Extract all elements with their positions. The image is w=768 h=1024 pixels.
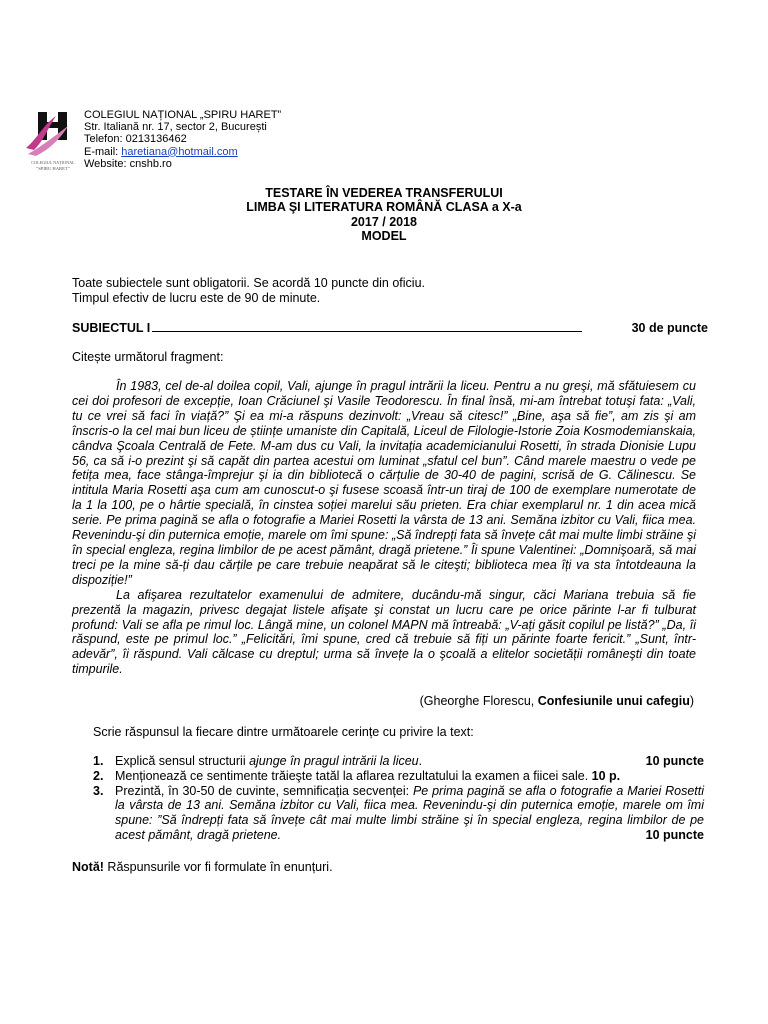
svg-text:COLEGIUL NAȚIONAL: COLEGIUL NAȚIONAL [31, 160, 75, 165]
note [72, 860, 333, 875]
subject-label: SUBIECTUL I [72, 321, 151, 335]
title-line-4: MODEL [361, 229, 407, 244]
task-2 [93, 769, 704, 784]
task-number: 2. [93, 768, 104, 783]
task-list [93, 754, 704, 843]
school-logo [22, 110, 84, 172]
task-text: Menționează ce sentimente trăieşte tatăl la aflarea rezultatului la examen a fiicei sale. [115, 768, 589, 783]
task-number: 3. [93, 783, 104, 798]
task-number: 1. [93, 754, 104, 768]
instruction-line-2: Timpul efectiv de lucru este de 90 de minute. [72, 290, 321, 305]
task-text-end: . [418, 754, 423, 768]
school-website: Website: cnshb.ro [84, 157, 172, 170]
task-quote: Pe prima pagină se afla o fotografie a Mariei Rosetti la vârsta de 13 ani. Semăna izbitor cu Vali, fiica mea. Revenindu-şi din puternica emoție, marele om îmi spune: ”Să îndrepți fata să învețe cât mai multe limbi străine şi în special engleza, regina limbilor de pe acest pământ, dragă prietene. [115, 783, 705, 842]
note-text: Răspunsurile vor fi formulate în enunțuri. [103, 860, 333, 874]
note-label: Notă! [72, 860, 104, 874]
fragment-paragraph-1: În 1983, cel de-al doilea copil, Vali, ajunge în pragul intrării la liceu. Pentru a nu greşi, mă sfătuiesem cu cei doi profesori de excepție, Ioan Crăciunel şi Vasile Teodorescu. În final însă, mi-am întrebat totuşi fata: „Vali, tu ce vrei să faci în viață?” Şi ea mi-a răspuns dezinvolt: „Vreau să citesc!” „Bine, aşa să fie”, am zis şi am înscris-o la cel mai bun liceu de științe umaniste din Capitală, Liceul de Filologie-Istorie Zoia Kosmodemianskaia, cândva Şcoala Centrală de Fete. M-am dus cu Vali, la invitația academicianului Rosetti, în strada Dionisie Lupu 56, ca să i-o prezint şi să capăt din partea acestui om luminat „sfatul cel bun”. Când marele maestru o vede pe fetița mea, face stânga-împrejur şi ia din bibliotecă o cărțulie de 30-40 de pagini, scrisă de G. Călinescu. Se intitula Maria Rosetti aşa cum am cunoscut-o şi fusese scoasă într-un tiraj de 100 de exemplare numerotate de la 1 la 100, pe o hârtie specială, în cinstea soției marelui său prieten. Era chiar exemplarul nr. 1 din acea mică serie. Pe prima pagină se afla o fotografie a Mariei Rosetti la vârsta de 13 ani. Semăna izbitor cu Vali, fiica mea. Revenindu-şi din puternica emoție, marele om îmi spune: „Să îndrepți fata să învețe cât mai multe limbi străine şi în special engleza, regina limbilor de pe acest pământ, dragă prietene.” Îi spune Valentinei: „Domnişoară, să mai treci pe la mine să-ți dau cărțile pe care trebuie neapărat să le citeşti; biblioteca mea îți va sta întotdeauna la dispoziție!” [72, 379, 696, 587]
task-points: 10 p. [591, 768, 621, 783]
task-text: Prezintă, în 30-50 de cuvinte, semnificația secvenței: [115, 783, 413, 798]
exam-instructions [72, 276, 425, 305]
task-points: 10 puncte [645, 827, 704, 842]
title-line-1: TESTARE ÎN VEDEREA TRANSFERULUI [265, 186, 503, 200]
instruction-line-1: Toate subiectele sunt obligatorii. Se acordă 10 puncte din oficiu. [72, 276, 426, 290]
school-address: Str. Italiană nr. 17, sector 2, București [84, 121, 267, 134]
task-1 [93, 754, 704, 769]
subject-underline [152, 321, 582, 332]
email-link[interactable]: haretiana@hotmail.com [121, 145, 238, 158]
school-email-line [84, 146, 281, 158]
school-info [84, 109, 281, 170]
document-title [0, 186, 768, 244]
title-line-2: LIMBA ŞI LITERATURA ROMÂNĂ CLASA a X-a [246, 200, 522, 215]
source-close: ) [689, 694, 694, 708]
fragment-paragraph-2: La afişarea rezultatelor examenului de admitere, ducându-mă singur, căci Mariana trebuia să fie prezentă la magazin, privesc degajat listele afişate şi constat un lucru care pe orice părinte l-ar fi tulburat profund: Vali se afla pe rimul loc. Lângă mine, un colonel MAPN mă întreabă: „V-ați găsit copilul pe listă?” „Da, îi răspund, este pe primul loc.” „Felicitări, îmi spune, cred că trebuie să fiți un părinte foarte fericit.” „Sunt, într-adevăr”, îi răspund. Vali călcase cu dreptul; urma să învețe la o şcoală a elitelor societății româneşti din toate timpurile. [72, 587, 696, 677]
school-phone: Telefon: 0213136462 [84, 133, 187, 146]
subject-heading [72, 321, 708, 335]
school-name: COLEGIUL NAȚIONAL „SPIRU HARET” [84, 109, 282, 121]
task-quote: ajunge în pragul intrării la liceu [249, 754, 419, 768]
source-author: (Gheorghe Florescu, [419, 694, 538, 708]
subject-points: 30 de puncte [631, 321, 708, 335]
email-label: E-mail: [84, 145, 122, 158]
task-text: Explică sensul structurii [115, 754, 250, 768]
svg-text:"SPIRU HARET": "SPIRU HARET" [36, 166, 70, 171]
source-title: Confesiunile unui cafegiu [537, 694, 690, 708]
title-line-3: 2017 / 2018 [350, 214, 418, 229]
task-points: 10 puncte [645, 754, 704, 768]
task-3 [93, 784, 704, 843]
write-instruction: Scrie răspunsul la fiecare dintre următoarele cerințe cu privire la text: [93, 725, 474, 739]
read-instruction: Citește următorul fragment: [72, 350, 224, 364]
fragment-source [420, 694, 694, 708]
literary-fragment [72, 379, 696, 677]
